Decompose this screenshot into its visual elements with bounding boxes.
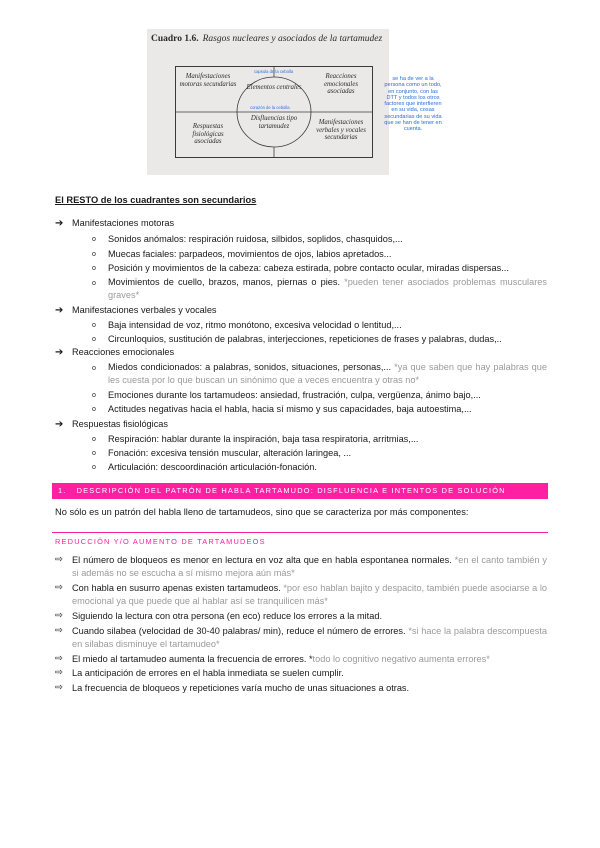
- subheading: REDUCCIÓN Y/O AUMENTO DE TARTAMUDEOS: [55, 537, 266, 546]
- section-intro: No sólo es un patrón del habla lleno de tartamudeos, sino que se caracteriza por más componentes:: [55, 507, 469, 517]
- figure-note: se ha de ver a la persona como un todo, en conjunto, con las DTT y todos los otros factores que interfieren en su vida, cosas secundarias de su vida que se han de tener en cuenta.: [384, 76, 442, 133]
- list-item: Emociones durante los tartamudeos: ansiedad, frustración, culpa, vergüenza, ánimo bajo,...: [108, 390, 481, 400]
- arrow-icon: ➔: [55, 218, 64, 229]
- cell-bottom-left: Respuestas fisiológicas asociadas: [192, 123, 224, 146]
- list-item: Siguiendo la lectura con otra persona (en eco) reduce los errores a la mitad.: [72, 611, 382, 621]
- list-item: Circunloquios, sustitución de palabras, interjecciones, repeticiones de frases y palabras, dudas,..: [108, 334, 502, 344]
- list-item: Fonación: excesiva tensión muscular, alteración laringea, ...: [108, 448, 352, 458]
- double-arrow-icon: ⇨: [55, 610, 63, 621]
- bullet-icon: o: [92, 406, 96, 413]
- list-item: Posición y movimientos de la cabeza: cabeza estirada, pobre contacto ocular, miradas dispersas...: [108, 263, 509, 273]
- list-item: Miedos condicionados: a palabras, sonidos, situaciones, personas,... *ya que saben que hay palabras que les cuesta por lo que buscan un sinónimo que a veces encuentra y otras no*: [108, 362, 548, 385]
- list-item: La frecuencia de bloqueos y repeticiones varía mucho de unas situaciones a otras.: [72, 683, 410, 693]
- list-item: Sonidos anómalos: respiración ruidosa, silbidos, soplidos, chasquidos,...: [108, 234, 403, 244]
- double-arrow-icon: ⇨: [55, 653, 63, 664]
- figure-title: Cuadro 1.6. Rasgos nucleares y asociados de la tartamudez: [151, 34, 383, 44]
- category-label: Respuestas fisiológicas: [72, 419, 169, 429]
- list-item: Movimientos de cuello, brazos, manos, piernas o pies. *pueden tener asociados problemas musculares graves*: [108, 277, 547, 300]
- list-item: Cuando silabea (velocidad de 30-40 palabras/ min), reduce el número de errores. *si hace la palabra descompuesta en silabas disminuye el tartamudeo*: [72, 626, 547, 649]
- divider: [52, 532, 548, 533]
- bullet-icon: o: [92, 265, 96, 272]
- section-title: DESCRIPCIÓN DEL PATRÓN DE HABLA TARTAMUDO: DISFLUENCIA E INTENTOS DE SOLUCIÓN: [76, 486, 506, 495]
- list-item: La anticipación de errores en el habla inmediata se suelen cumplir.: [72, 668, 344, 678]
- list-item: Respiración: hablar durante la inspiración, baja tasa respiratoria, arritmias,...: [108, 434, 419, 444]
- list-item: El número de bloqueos es menor en lectura en voz alta que en habla espontanea normales. *en el canto también y si además no se escucha a sí mismo mejora aún más*: [72, 555, 547, 578]
- list-item: Muecas faciales: parpadeos, movimientos de ojos, labios apretados...: [108, 249, 392, 259]
- double-arrow-icon: ⇨: [55, 682, 63, 693]
- cell-bottom-right: Manifestaciones verbales y vocales secundarias: [316, 119, 366, 142]
- arrow-icon: ➔: [55, 347, 64, 358]
- double-arrow-icon: ⇨: [55, 554, 63, 565]
- bullet-icon: o: [92, 322, 96, 329]
- figure-diagram: [175, 66, 373, 158]
- section-number: 1.: [58, 486, 67, 495]
- cell-top-right: Reacciones emocionales asociadas: [324, 73, 358, 96]
- category-label: Manifestaciones verbales y vocales: [72, 305, 217, 315]
- double-arrow-icon: ⇨: [55, 582, 63, 593]
- cell-top-left: Manifestaciones motoras secundarias: [179, 73, 237, 88]
- double-arrow-icon: ⇨: [55, 625, 63, 636]
- category-label: Manifestaciones motoras: [72, 218, 175, 228]
- bullet-icon: o: [92, 464, 96, 471]
- resto-heading: El RESTO de los cuadrantes son secundarios: [55, 195, 257, 205]
- blue-label-top: capsula de la cebolla: [254, 69, 294, 74]
- list-item: Articulación: descoordinación articulación-fonación.: [108, 462, 317, 472]
- bullet-icon: o: [92, 336, 96, 343]
- list-item: Con habla en susurro apenas existen tartamudeos. *por eso hablan bajito y despacito, también puede asociarse a lo emocional ya que puede que al hablar así se tranquilicen más*: [72, 583, 547, 606]
- bullet-icon: o: [92, 280, 96, 287]
- double-arrow-icon: ⇨: [55, 667, 63, 678]
- category-label: Reacciones emocionales: [72, 347, 175, 357]
- section-heading-bar: [52, 483, 548, 499]
- figure-cuadro: [147, 29, 389, 175]
- arrow-icon: ➔: [55, 305, 64, 316]
- list-item: Baja intensidad de voz, ritmo monótono, excesiva velocidad o lentitud,...: [108, 320, 402, 330]
- bullet-icon: o: [92, 392, 96, 399]
- bullet-icon: o: [92, 236, 96, 243]
- cell-center-bottom: Disfluencias tipo tartamudez: [250, 115, 298, 130]
- bullet-icon: o: [92, 365, 96, 372]
- blue-label-center: corazón de la cebolla: [250, 105, 290, 110]
- bullet-icon: o: [92, 436, 96, 443]
- arrow-icon: ➔: [55, 419, 64, 430]
- list-item: El miedo al tartamudeo aumenta la frecuencia de errores. *todo lo cognitivo negativo aumenta errores*: [72, 654, 490, 664]
- cell-center-top: Elementos centrales: [246, 84, 302, 91]
- list-item: Actitudes negativas hacia el habla, hacia sí mismo y sus capacidades, baja autoestima,...: [108, 404, 472, 414]
- bullet-icon: o: [92, 450, 96, 457]
- bullet-icon: o: [92, 251, 96, 258]
